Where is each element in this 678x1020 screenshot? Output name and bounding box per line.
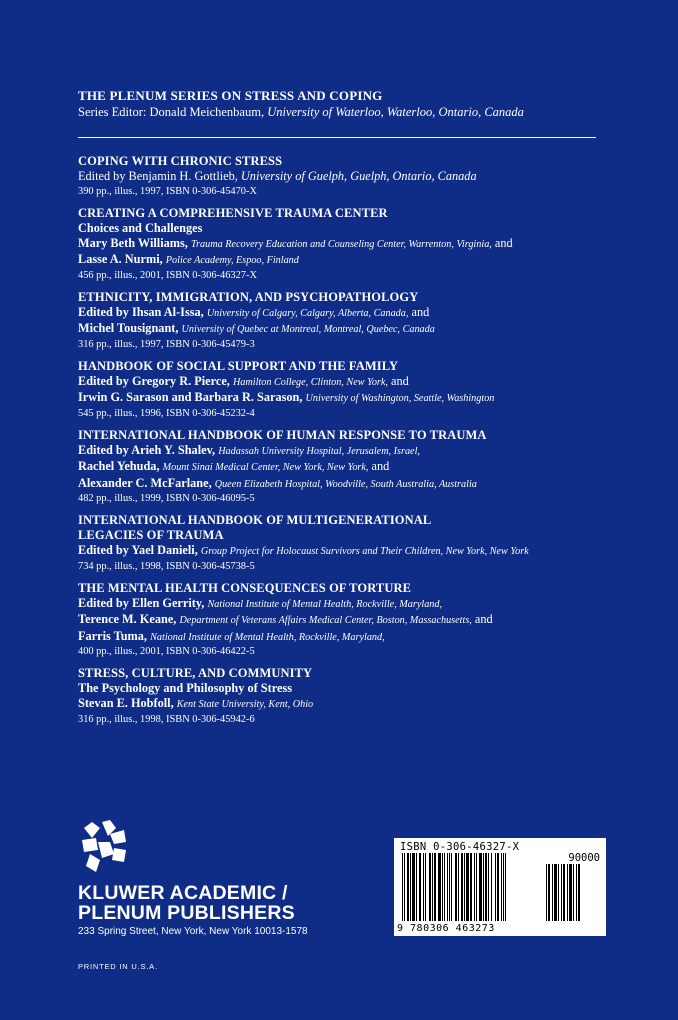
book-entry <box>78 513 608 573</box>
editor-name: Edited by Ihsan Al-Issa, <box>78 304 204 319</box>
publisher-logo-icon <box>80 820 130 872</box>
book-editor <box>78 443 608 460</box>
editor-affiliation: University of Guelph, Guelph, Ontario, Canada <box>240 169 477 183</box>
book-title: STRESS, CULTURE, AND COMMUNITY <box>78 666 313 680</box>
editor-affiliation: Police Academy, Espoo, Finland <box>165 255 299 266</box>
book-entry <box>78 290 608 351</box>
editor-name: Edited by Arieh Y. Shalev, <box>78 442 216 457</box>
book-entry <box>78 581 608 659</box>
book-pub-info: 734 pp., illus., 1998, ISBN 0-306-45738-5 <box>78 560 255 572</box>
book-entry <box>78 428 608 506</box>
series-editor-name: Donald Meichenbaum, <box>149 105 265 119</box>
book-title: INTERNATIONAL HANDBOOK OF HUMAN RESPONSE TO TRAUMA <box>78 427 487 442</box>
editor-affiliation: Trauma Recovery Education and Counseling Center, Warrenton, Virginia, <box>190 238 492 250</box>
book-editor <box>78 543 608 560</box>
book-editor <box>78 476 608 493</box>
book-editor <box>78 696 608 713</box>
book-editor <box>78 596 608 613</box>
book-title: CREATING A COMPREHENSIVE TRAUMA CENTER <box>78 205 388 220</box>
editor-conjunction: and <box>391 373 409 388</box>
editor-name: Michel Tousignant, <box>78 321 179 335</box>
publisher-name <box>78 883 378 923</box>
book-editor <box>78 236 608 253</box>
series-editor-affiliation: University of Waterloo, Waterloo, Ontario, Canada <box>267 105 524 119</box>
editor-name: Edited by Benjamin H. Gottlieb, <box>78 169 238 183</box>
printed-in-note: PRINTED IN U.S.A. <box>78 962 158 971</box>
editor-name: Edited by Ellen Gerrity, <box>78 595 205 610</box>
book-pub-info: 482 pp., illus., 1999, ISBN 0-306-46095-5 <box>78 493 255 504</box>
editor-affiliation: Group Project for Holocaust Survivors and Their Children, New York, New York <box>200 546 529 557</box>
editor-name: Terence M. Keane, <box>78 612 177 626</box>
editor-affiliation: Hamilton College, Clinton, New York, <box>232 376 388 388</box>
editor-affiliation: Mount Sinai Medical Center, New York, New York, <box>162 462 369 473</box>
editor-affiliation: National Institute of Mental Health, Rockville, Maryland, <box>150 631 385 643</box>
editor-affiliation: Hadassah University Hospital, Jerusalem, Israel, <box>218 445 420 457</box>
series-editor-label: Series Editor: <box>78 105 147 119</box>
editor-affiliation: National Institute of Mental Health, Rockville, Maryland, <box>207 598 443 610</box>
editor-name: Stevan E. Hobfoll, <box>78 696 174 710</box>
book-editor <box>78 390 608 407</box>
editor-affiliation: University of Washington, Seattle, Washington <box>305 393 495 404</box>
editor-affiliation: University of Quebec at Montreal, Montreal, Quebec, Canada <box>181 324 435 335</box>
editor-conjunction: and <box>474 612 493 626</box>
editor-name: Lasse A. Nurmi, <box>78 252 163 266</box>
editor-name: Mary Beth Williams, <box>78 235 188 250</box>
series-header <box>78 88 598 120</box>
book-editor <box>78 374 608 391</box>
editor-name: Farris Tuma, <box>78 628 148 643</box>
series-editor <box>78 104 598 120</box>
editor-conjunction: and <box>411 304 430 319</box>
book-title-line2: LEGACIES OF TRAUMA <box>78 528 224 542</box>
book-pub-info: 545 pp., illus., 1996, ISBN 0-306-45232-4 <box>78 407 255 419</box>
book-pub-info: 316 pp., illus., 1997, ISBN 0-306-45479-3 <box>78 338 255 350</box>
book-subtitle: The Psychology and Philosophy of Stress <box>78 681 292 695</box>
book-editor <box>78 612 608 629</box>
barcode <box>394 838 606 936</box>
divider <box>78 137 596 138</box>
publisher-address: 233 Spring Street, New York, New York 10013-1578 <box>78 926 308 937</box>
book-title: ETHNICITY, IMMIGRATION, AND PSYCHOPATHOLOGY <box>78 289 419 304</box>
publisher-name-line2: PLENUM PUBLISHERS <box>78 902 295 924</box>
editor-affiliation: Kent State University, Kent, Ohio <box>176 699 314 710</box>
book-entry <box>78 666 608 726</box>
book-editor <box>78 252 608 269</box>
publisher-block <box>78 820 378 937</box>
book-subtitle: Choices and Challenges <box>78 220 203 235</box>
editor-affiliation: Queen Elizabeth Hospital, Woodville, South Australia, Australia <box>214 478 477 490</box>
book-pub-info: 316 pp., illus., 1998, ISBN 0-306-45942-6 <box>78 713 255 725</box>
book-title: INTERNATIONAL HANDBOOK OF MULTIGENERATIONAL <box>78 513 432 527</box>
book-entry <box>78 359 608 420</box>
barcode-bars-addon <box>546 864 598 921</box>
book-list <box>78 154 608 734</box>
book-title: THE MENTAL HEALTH CONSEQUENCES OF TORTURE <box>78 580 412 595</box>
book-editor <box>78 305 608 322</box>
book-pub-info: 456 pp., illus., 2001, ISBN 0-306-46327-X <box>78 269 257 281</box>
editor-conjunction: and <box>494 235 513 250</box>
book-entry <box>78 154 608 198</box>
book-entry <box>78 206 608 282</box>
editor-name: Edited by Yael Danieli, <box>78 543 198 557</box>
series-title: THE PLENUM SERIES ON STRESS AND COPING <box>78 88 383 103</box>
barcode-isbn: ISBN 0-306-46327-X <box>400 841 520 853</box>
book-title: COPING WITH CHRONIC STRESS <box>78 154 283 168</box>
editor-name: Edited by Gregory R. Pierce, <box>78 373 230 388</box>
barcode-bars-main <box>402 853 542 921</box>
book-editor <box>78 321 608 338</box>
book-pub-info: 400 pp., illus., 2001, ISBN 0-306-46422-5 <box>78 646 255 657</box>
publisher-name-line1: KLUWER ACADEMIC / <box>78 882 288 904</box>
book-pub-info: 390 pp., illus., 1997, ISBN 0-306-45470-X <box>78 185 257 197</box>
book-title: HANDBOOK OF SOCIAL SUPPORT AND THE FAMILY <box>78 358 399 373</box>
editor-name: Irwin G. Sarason and Barbara R. Sarason, <box>78 390 303 404</box>
editor-name: Alexander C. McFarlane, <box>78 475 212 490</box>
editor-conjunction: and <box>371 459 390 473</box>
book-editor <box>78 629 608 646</box>
editor-affiliation: Department of Veterans Affairs Medical Center, Boston, Massachusetts, <box>179 615 472 626</box>
editor-name: Rachel Yehuda, <box>78 459 160 473</box>
book-editor <box>78 169 608 185</box>
book-editor <box>78 459 608 476</box>
barcode-ean: 9 780306 463273 <box>397 923 495 934</box>
editor-affiliation: University of Calgary, Calgary, Alberta, Canada, <box>206 307 409 319</box>
barcode-price-code: 90000 <box>568 852 600 864</box>
